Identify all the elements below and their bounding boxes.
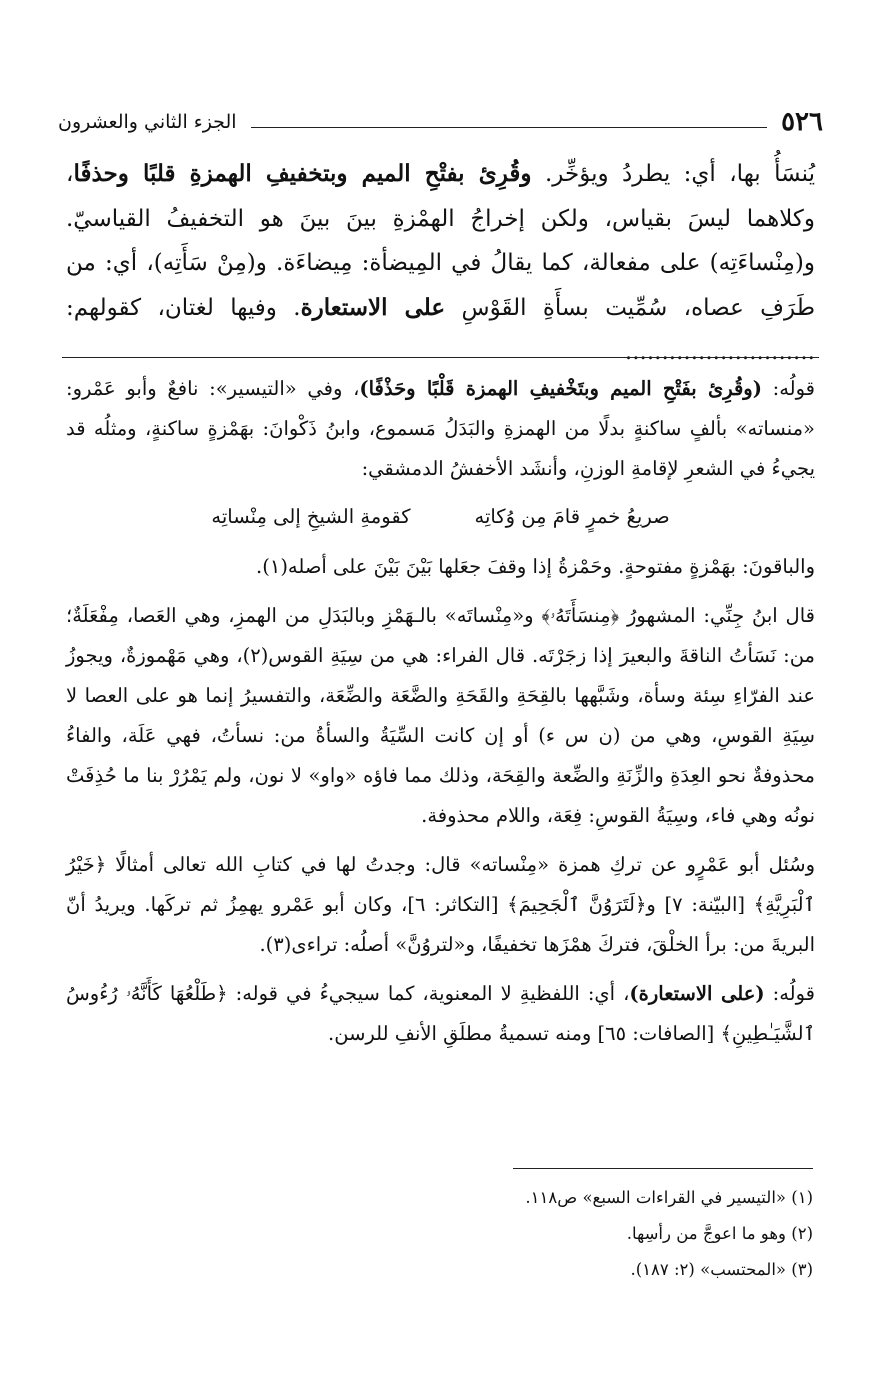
footnote-rule	[513, 1168, 813, 1169]
page-header	[58, 100, 823, 144]
main-text-bold-segment: وقُرِئ بفتْحِ الميم وبتخفيفِ الهمزةِ قلبًا وحذفًا	[73, 160, 532, 187]
commentary-paragraph: والباقونَ: بهَمْزةٍ مفتوحةٍ. وحَمْزةُ إذا وقفَ جعَلها بَيْنَ بَيْنَ على أصله(١).	[256, 555, 815, 578]
main-text-bold-segment: على الاستعارة	[300, 293, 446, 321]
commentary-paragraph	[66, 369, 815, 489]
commentary	[66, 360, 815, 1054]
commentary-segment: ، وفي «التيسير»: نافعٌ وأبو عَمْرو: «منساته» بألفٍ ساكنةٍ بدلًا من الهمزةِ والبَدَلُ مَسموع، وابنُ ذَكْوانَ: بهَمْزةٍ ساكنةٍ، ومثلُه قد يجيءُ في الشعرِ لإقامةِ الوزنِ، وأنشَد الأخفشُ الدمشقي:	[66, 377, 815, 480]
commentary-paragraph: وسُئل أبو عَمْرٍو عن تركِ همزة «مِنْساته» قال: وجدتُ لها في كتابِ الله تعالى أمثالًا ﴿خَيْرُ ٱلْبَرِيَّةِ﴾ [البيّنة: ٧] و﴿لَتَرَوُنَّ ٱلْجَحِيمَ﴾ [التكاثر: ٦]، وكان أبو عَمْرو يهمِزُ ثم تركَها. ويريدُ أنّ البريةَ من: برأ الخلْقَ، فتركَ همْزَها تخفيفًا، و«لتروُنَّ» أصلُه: تراءى(٣).	[66, 853, 816, 956]
commentary-segment: قولُه:	[761, 377, 816, 400]
commentary-bold-segment: (على الاستعارة)	[629, 982, 765, 1005]
commentary-paragraph	[66, 974, 815, 1054]
header-rule	[251, 127, 768, 128]
commentary-segment: قولُه:	[764, 982, 815, 1005]
verse-second-hemistich: كقومةِ الشيخِ إلى مِنْساتِه	[211, 505, 411, 528]
verse-first-hemistich: صريعُ خمرٍ قامَ مِن وُكاتِه	[474, 505, 670, 528]
page-number: ٥٢٦	[781, 107, 823, 137]
commentary-bold-segment: (وقُرِئ بفَتْحِ الميم وبتَخْفيفِ الهمزة قَلْبًا وحَذْفًا)	[359, 377, 762, 400]
text-divider	[62, 357, 819, 358]
footnotes	[66, 1180, 813, 1288]
footnote: (٢) وهو ما اعوجَّ من رأسِها.	[626, 1224, 813, 1243]
main-text	[66, 152, 815, 375]
footnote: (١) «التيسير في القراءات السبع» ص١١٨.	[525, 1188, 813, 1207]
main-text-segment: ، وكلاهما ليسَ بقياس، ولكن إخراجُ الهمْزةِ بينَ بينَ هو التخفيفُ القياسيّ. و(مِنْساءَتِه) على مفعالة، كما يقالُ في المِيضأة: مِيضاءَة. و(مِنْ سَأَتِه)، أي: من طَرَفِ عصاه، سُمِّيت بسأَةِ القَوْسِ	[66, 161, 815, 321]
main-text-segment: . وفيها لغتان، كقولهم: ..........................	[66, 294, 815, 365]
running-title: الجزء الثاني والعشرون	[58, 111, 237, 133]
poetry-verse	[66, 497, 815, 537]
commentary-segment: ، أي: اللفظيةِ لا المعنوية، كما سيجيءُ في قوله: ﴿طَلْعُهَا كَأَنَّهُۥ رُءُوسُ ٱلشَّيَـٰطِينِ﴾ [الصافات: ٦٥] ومنه تسميةُ مطلَقِ الأنفِ للرسن.	[66, 982, 815, 1045]
main-text-segment: يُنسَأُ بها، أي: يطردُ ويؤخِّر.	[531, 161, 816, 187]
footnote: (٣) «المحتسب» (٢: ١٨٧).	[630, 1260, 813, 1279]
commentary-paragraph: قال ابنُ جِنِّي: المشهورُ ﴿مِنسَأَتَهُۥ﴾ و«مِنْساتَه» بالـهَمْزِ وبالبَدَلِ من الهمزِ، وهي العَصا، مِفْعَلَةٌ؛ من: نَسَأتُ الناقةَ والبعيرَ إذا زجَرْتَه. قال الفراء: هي من سِيَةِ القوس(٢)، وهي مَهْموزةٌ، ويجوزُ عند الفرّاءِ سِئة وسأة، وشَبَّهها بالقِحَةِ والقَحَةِ والضَّعَة والضِّعَة، والتفسيرُ إنما هو على العصا لا سِيَةِ القوسِ، وهي من (ن س ء) أو إن كانت السِّيَةُ والسأةُ من: نسأتُ، فهي عَلَة، والفاءُ محذوفةٌ نحو العِدَةِ والزِّنَةِ والضِّعة والقِحَة، وذلك مما فاؤه «واو» لا نون، ولم يَمْرُرْ بنا ما حُذِفَتْ نونُه وهي فاء، وسِيَةُ القوسِ: فِعَة، واللام محذوفة.	[66, 604, 815, 827]
